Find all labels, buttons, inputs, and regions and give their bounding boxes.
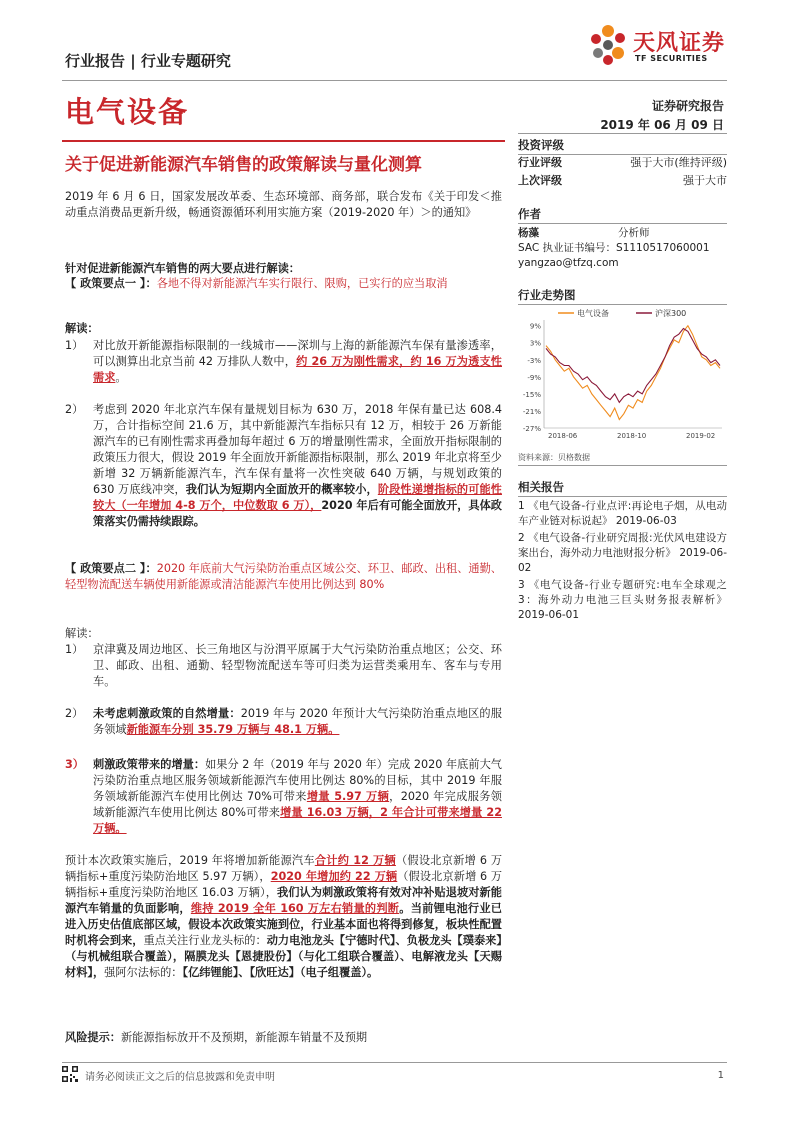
x-tick-label: 2018-10 [617,432,647,440]
x-tick-label: 2018-06 [548,432,578,440]
y-tick-label: -3% [527,356,541,365]
author-divider [518,223,727,224]
read1-item-1 [65,338,502,386]
author-name: 杨藻 [518,227,539,239]
report-date: 2019 年 06 月 09 日 [600,118,724,132]
point1-text: 各地不得对新能源汽车实行限行、限购，已实行的应当取消 [156,277,448,290]
read-label-1 [65,321,502,337]
p1-a: 对比放开新能源指标限制的一线城市——深圳与上海的新能源汽车保有量渗透率，可以测算出北京当前 42 万排队人数中， [93,339,502,368]
source-divider [518,465,727,466]
author-heading: 作者 [518,207,541,221]
q2-b: 2019 年与 2020 年预计大气污染防治重点地区的服务领域 [93,707,502,736]
c-j: 重点关注行业龙头标的： [143,934,267,947]
prev-rating-label: 上次评级 [518,174,562,187]
y-tick-label: -21% [522,407,541,416]
point1-label: 【 政策要点一 】： [65,277,157,290]
x-tick-label: 2019-02 [686,432,716,440]
footer-disclaimer: 请务必阅读正文之后的信息披露和免责申明 [85,1072,275,1083]
trend-divider [518,304,727,305]
q1-text: 京津冀及周边地区、长三角地区与汾渭平原属于大气污染防治重点地区；公交、环卫、邮政、出租、通勤、轻型物流配送车等可归类为运营类乘用车、客车与专用车。 [93,643,502,688]
policy-point-1 [65,276,502,292]
key-heading [65,261,502,277]
q2-a: 未考虑刺激政策的自然增量： [93,707,241,720]
p1-c: 。 [115,371,127,384]
trend-heading: 行业走势图 [518,288,576,302]
p2-b: 我们认为短期内全面放开的概率较小， [185,483,378,496]
p1-b: 约 26 万为刚性需求，约 16 万为透支性需求 [93,355,502,384]
report-type: 行业报告 | 行业专题研究 [65,52,231,70]
q3-d: ，2020 年完成服务领域新能源汽车使用比例达 80%可带来 [93,790,502,819]
conclusion-paragraph [65,853,502,981]
read-label-2: 解读： [65,627,99,640]
policy-point-2 [65,561,502,593]
logo-name-en: TF SECURITIES [635,54,708,63]
p2-a: 考虑到 2020 年北京汽车保有量规划目标为 630 万，2018 年保有量已达 608.4 万，合计指标空间 21.6 万，其中新能源汽车指标只有 12 万，相较于 26 万新能源汽车的已有刚性需求再叠加每年超过 6 万的增量刚性需求，全面放开指标限制的政策压力很大，假设 2019 年全面放开新能源指标限制，那么 2019 年北京将至少新增 32 万辆新能源汽车，汽车保有量将一次性突破 640 万辆，与规划政策的 630 万底线冲突， [93,403,502,496]
author-info [518,226,727,271]
c-h: 。当前锂电池行业已进入历史估值底部区域，假设本次政策实施到位， [65,902,502,931]
risk-text: 新能源指标放开不及预期，新能源车销量不及预期 [120,1031,368,1044]
c-i: 行业基本面也将得到修复，板块性配置时机将会到来， [65,918,502,947]
c-a: 预计本次政策实施后，2019 年将增加新能源汽车 [65,854,315,867]
point2-label: 【 政策要点二 】： [65,562,157,575]
legend-label: 沪深300 [655,309,687,318]
industry-title: 电气设备 [65,95,190,129]
c-c: （假设北京新增 6 万辆指标+重度污染防治地区 5.97 万辆）， [65,854,503,883]
related-section [518,479,727,495]
company-logo [585,22,735,70]
y-tick-label: -27% [522,425,541,433]
c-b: 合计约 12 万辆 [314,854,396,867]
series-line [546,326,720,420]
item-number: 1） [65,339,84,352]
title-divider [62,140,505,142]
rating-section [518,137,727,153]
related-item[interactable]: 1 《电气设备-行业点评:再论电子烟，从电动车产业链对标说起》 2019-06-03 [518,500,727,527]
footer-divider [62,1062,727,1063]
industry-rating-row [518,155,727,189]
c-l: 强阿尔法标的： [104,966,183,979]
page-number: 1 [717,1070,724,1081]
item-number: 2） [65,403,84,416]
risk-warning [65,1030,502,1046]
q3-a: 刺激政策带来的增量： [93,758,206,771]
rating-heading: 投资评级 [518,138,564,152]
report-kind: 证券研究报告 [651,99,724,113]
related-list [518,499,727,623]
related-divider [518,496,727,497]
intro-paragraph: 2019 年 6 月 6 日，国家发展改革委、生态环境部、商务部，联合发布《关于印发＜推动重点消费品更新升级，畅通资源循环利用实施方案（2019-2020 年）＞的通知》 [65,190,502,219]
author-title: 分析师 [618,227,650,239]
related-item[interactable]: 3 《电气设备-行业专题研究:电车全球观之 3：海外动力电池三巨头财务报表解析》 2019-06-01 [518,579,727,621]
logo-flower-icon [585,22,631,68]
y-tick-label: -15% [522,390,541,399]
read1-text: 解读： [65,322,99,335]
trend-section [518,287,727,303]
y-tick-label: 9% [529,322,541,331]
industry-trend-chart [518,306,727,446]
author-section [518,206,727,222]
point2-text: 2020 年底前大气污染防治重点区域公交、环卫、邮政、出租、通勤、轻型物流配送车辆使用新能源或清洁能源汽车使用比例达到 80% [65,562,502,591]
q3-e: 增量 16.03 万辆，2 年合计可带来增量 22 万辆。 [93,806,502,835]
author-sac: SAC 执业证书编号：S1110517060001 [518,242,710,254]
qr-code-icon [62,1066,78,1082]
logo-name-cn: 天风证券 [633,31,726,56]
key-heading-text: 针对促进新能源汽车销售的两大要点进行解读： [65,262,300,275]
item-number: 2） [65,707,84,720]
prev-rating-row [518,173,727,189]
chart-source: 资料来源：贝格数据 [518,453,590,462]
read2-item-1 [65,642,502,690]
y-tick-label: 3% [529,339,541,348]
prev-rating-value: 强于大市 [683,174,727,187]
author-email[interactable]: yangzao@tfzq.com [518,257,619,269]
report-title: 关于促进新能源汽车销售的政策解读与量化测算 [65,155,422,175]
c-d: 2020 年增加约 22 万辆 [270,870,398,883]
related-item[interactable]: 2 《电气设备-行业研究周报:光伏风电建设方案出台，海外动力电池财报分析》 2019-06-02 [518,532,727,574]
p2-d: 2020 年后有可能全面放开，具体政策落实仍需持续跟踪。 [93,499,502,528]
sidebar-divider [518,133,727,134]
c-k: 动力电池龙头【宁德时代】、负极龙头【璞泰来】（与机械组联合覆盖），隔膜龙头【恩捷股份】（与化工组联合覆盖）、电解液龙头【天赐材料】， [65,934,502,979]
q3-c: 增量 5.97 万辆 [306,790,390,803]
c-m: 【亿纬锂能】、【欣旺达】（电子组覆盖）。 [182,966,379,979]
related-heading: 相关报告 [518,480,564,494]
p2-c: 阶段性递增指标的可能性较大（一年增加 4-8 万个，中位数取 6 万）， [93,483,502,512]
legend-label: 电气设备 [577,309,609,318]
c-g: 维持 2019 全年 160 万左右销量的判断 [190,902,400,915]
item-number: 1） [65,643,84,656]
q2-c: 新能源车分别 35.79 万辆与 48.1 万辆。 [126,723,340,736]
risk-label: 风险提示： [65,1031,121,1044]
read2-item-3 [65,757,502,837]
header-divider [62,80,727,81]
read2-item-2 [65,706,502,738]
q3-b: 如果分 2 年（2019 年与 2020 年）完成 2020 年底前大气污染防治重点地区服务领域新能源汽车使用比例达 80%的目标，其中 2019 年服务领域新能源汽车使用比例达 70%可带来 [93,758,502,803]
y-tick-label: -9% [527,373,541,382]
c-e: （假设北京新增 6 万辆指标+重度污染防治地区 16.03 万辆）， [65,870,503,899]
c-f: 我们认为刺激政策将有效对冲补贴退坡对新能源汽车销量的负面影响， [65,886,502,915]
industry-rating-value: 强于大市(维持评级) [630,156,727,169]
industry-rating-label: 行业评级 [518,156,562,169]
series-line [546,329,720,403]
item-number: 3） [65,758,84,771]
read1-item-2 [65,402,502,530]
